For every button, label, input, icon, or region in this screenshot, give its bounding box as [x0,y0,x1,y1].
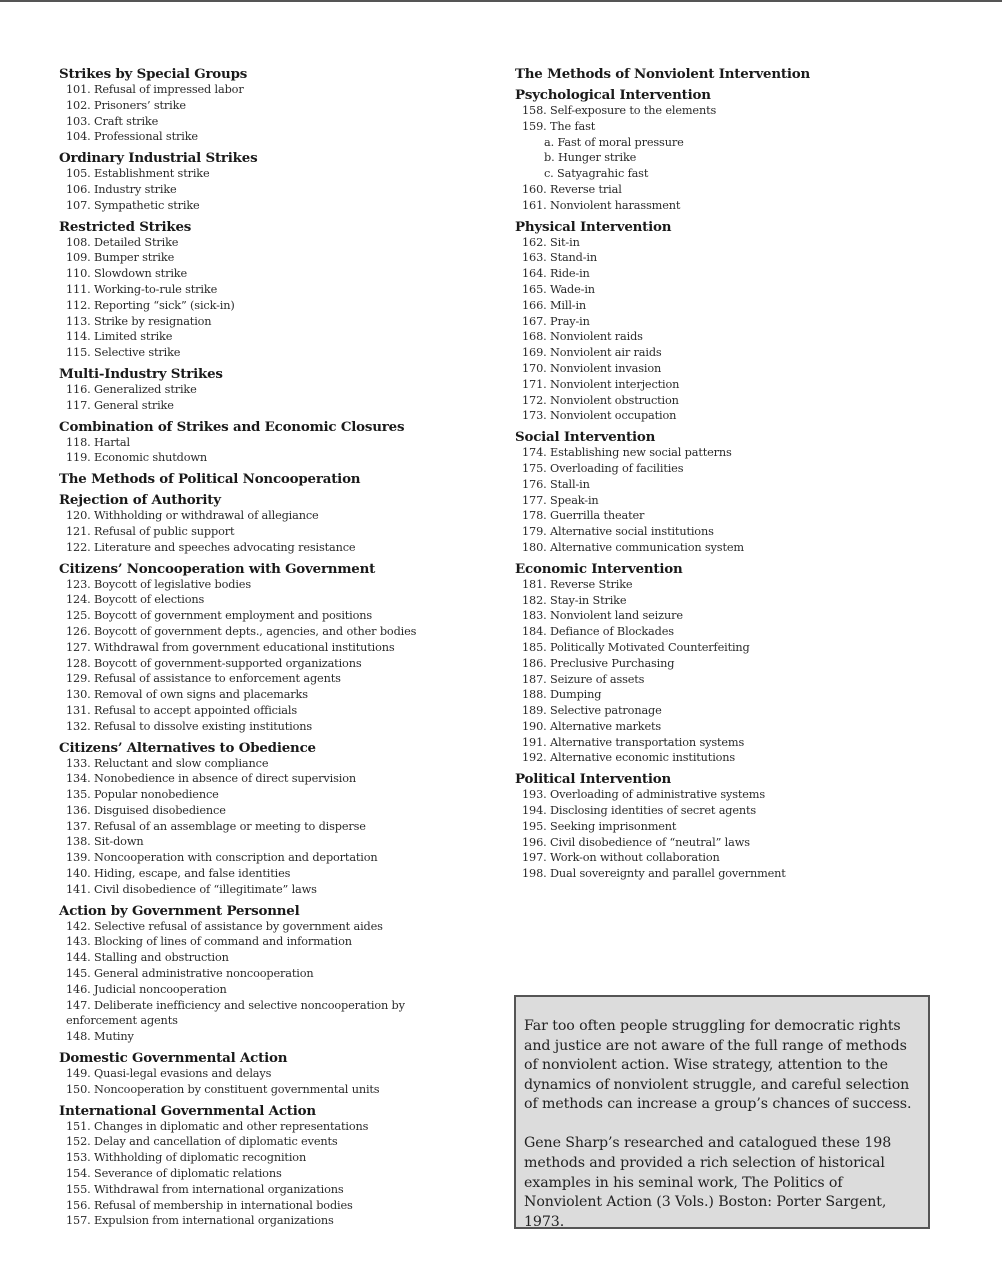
section-heading: Physical Intervention [515,218,672,235]
method-item: 174. Establishing new social patterns [522,446,732,460]
method-item: 141. Civil disobedience of “illegitimate” laws [66,882,317,896]
section-heading: Economic Intervention [515,560,683,577]
method-item: 115. Selective strike [66,346,181,360]
method-item: 134. Nonobedience in absence of direct supervision [66,772,356,786]
section-right-column-4 [515,561,945,767]
method-item: 112. Reporting “sick” (sick-in) [66,298,235,312]
left-column [59,66,499,1229]
method-item: 125. Boycott of government employment and positions [66,609,373,623]
section-heading: Social Intervention [515,429,656,446]
method-item: 166. Mill-in [522,298,587,312]
info-box [514,995,930,1229]
method-item: 117. General strike [66,398,174,412]
method-item: 189. Selective patronage [522,704,662,718]
method-item: 183. Nonviolent land seizure [522,609,683,623]
method-item: 191. Alternative transportation systems [522,735,745,749]
method-item: 198. Dual sovereignty and parallel government [522,867,786,881]
section-left-column-1 [59,150,499,213]
section-heading: Rejection of Authority [59,492,221,509]
section-left-column-5 [59,471,499,487]
method-item: 106. Industry strike [66,182,177,196]
info-paragraph-1: Far too often people struggling for democratic rights and justice are not aware of the full range of methods of nonviolent action. Wise strategy, attention to the dynamics of nonviolent struggle, and careful selection of methods can increase a group’s chances of success. [524,1018,912,1113]
method-item: 116. Generalized strike [66,382,197,396]
method-item: 169. Nonviolent air raids [522,346,662,360]
method-item: 121. Refusal of public support [66,524,235,538]
method-item: 153. Withholding of diplomatic recognition [66,1151,307,1165]
method-item: 175. Overloading of facilities [522,461,684,475]
method-item: 192. Alternative economic institutions [522,751,736,765]
method-item: 135. Popular nonobedience [66,788,219,802]
section-right-column-2 [515,219,945,425]
section-left-column-9 [59,903,499,1045]
method-item: 147. Deliberate inefficiency and selective noncooperation by enforcement agents [66,998,405,1028]
section-left-column-0 [59,66,499,145]
method-item: 156. Refusal of membership in international bodies [66,1198,353,1212]
method-item: 181. Reverse Strike [522,577,633,591]
method-item: 151. Changes in diplomatic and other representations [66,1119,369,1133]
method-item: 119. Economic shutdown [66,451,208,465]
section-right-column-0 [515,66,945,82]
section-heading: Domestic Governmental Action [59,1050,288,1067]
section-left-column-4 [59,419,499,467]
method-item: 150. Noncooperation by constituent governmental units [66,1082,380,1096]
section-heading: Combination of Strikes and Economic Closures [59,418,405,435]
method-item: 182. Stay-in Strike [522,593,627,607]
method-item: 165. Wade-in [522,282,595,296]
method-item: 129. Refusal of assistance to enforcement agents [66,672,341,686]
method-item: 146. Judicial noncooperation [66,982,227,996]
method-item: 140. Hiding, escape, and false identities [66,867,291,881]
section-right-column-3 [515,429,945,556]
section-left-column-3 [59,366,499,414]
method-item: 122. Literature and speeches advocating resistance [66,540,356,554]
section-left-column-2 [59,219,499,361]
method-item: 170. Nonviolent invasion [522,361,662,375]
method-item: 190. Alternative markets [522,719,662,733]
method-item: 132. Refusal to dissolve existing institutions [66,719,313,733]
method-item: 193. Overloading of administrative systems [522,788,766,802]
method-item: 128. Boycott of government-supported organizations [66,656,362,670]
method-item: 102. Prisoners’ strike [66,98,186,112]
method-item: 103. Craft strike [66,114,159,128]
method-item: 130. Removal of own signs and placemarks [66,688,308,702]
section-heading: Restricted Strikes [59,218,192,235]
method-item: 178. Guerrilla theater [522,509,645,523]
method-item: 187. Seizure of assets [522,672,645,686]
section-heading: Citizens’ Noncooperation with Government [59,560,376,577]
method-item: 105. Establishment strike [66,167,210,181]
method-item: 158. Self-exposure to the elements [522,104,717,117]
method-item: 145. General administrative noncooperation [66,967,314,981]
method-item: 171. Nonviolent interjection [522,377,680,391]
section-left-column-7 [59,561,499,735]
method-item: 123. Boycott of legislative bodies [66,577,251,591]
method-item: 180. Alternative communication system [522,540,744,554]
method-item: 152. Delay and cancellation of diplomatic events [66,1135,338,1149]
method-item: 197. Work-on without collaboration [522,851,720,865]
method-item: 155. Withdrawal from international organizations [66,1182,344,1196]
method-item: 143. Blocking of lines of command and information [66,935,352,949]
method-item: 148. Mutiny [66,1030,134,1044]
method-item: 163. Stand-in [522,251,598,265]
method-item: 173. Nonviolent occupation [522,409,677,423]
method-item: 168. Nonviolent raids [522,330,643,344]
section-heading: International Governmental Action [59,1102,316,1119]
method-item: 196. Civil disobedience of “neutral” laws [522,835,750,849]
method-item: 113. Strike by resignation [66,314,212,328]
method-item: 164. Ride-in [522,267,590,281]
method-item: 108. Detailed Strike [66,235,179,249]
method-item: 111. Working-to-rule strike [66,282,218,296]
method-item: c. Satyagrahic fast [544,167,649,181]
method-item: 101. Refusal of impressed labor [66,83,244,96]
method-item: 114. Limited strike [66,330,173,344]
method-item: b. Hunger strike [544,151,637,165]
section-heading: Ordinary Industrial Strikes [59,150,258,167]
section-left-column-11 [59,1103,499,1230]
section-right-column-1 [515,87,945,214]
method-item: 176. Stall-in [522,477,590,491]
right-column [515,66,945,882]
method-item: 107. Sympathetic strike [66,198,200,212]
method-item: 126. Boycott of government depts., agencies, and other bodies [66,624,417,638]
method-item: 186. Preclusive Purchasing [522,656,675,670]
method-item: 104. Professional strike [66,130,198,144]
method-item: 157. Expulsion from international organizations [66,1214,334,1228]
info-paragraph-2: Gene Sharp’s researched and catalogued these 198 methods and provided a rich selection of historical examples in his seminal work, The Politics of Nonviolent Action (3 Vols.) Boston: Porter Sargent, 1973. [524,1135,892,1230]
method-item: 185. Politically Motivated Counterfeiting [522,640,750,654]
method-item: 109. Bumper strike [66,251,175,265]
method-item: 136. Disguised disobedience [66,803,226,817]
method-item: 194. Disclosing identities of secret agents [522,804,757,818]
method-item: 177. Speak-in [522,493,599,507]
method-item: 110. Slowdown strike [66,267,188,281]
method-item: 184. Defiance of Blockades [522,625,674,639]
method-item: 120. Withholding or withdrawal of allegiance [66,509,319,523]
method-item: 118. Hartal [66,435,130,449]
top-border [0,0,1002,2]
method-item: 142. Selective refusal of assistance by government aides [66,919,383,933]
section-left-column-10 [59,1050,499,1098]
method-item: 172. Nonviolent obstruction [522,393,679,407]
method-item: a. Fast of moral pressure [544,135,684,149]
method-item: 139. Noncooperation with conscription and deportation [66,851,378,865]
method-item: 195. Seeking imprisonment [522,819,677,833]
section-heading: Multi-Industry Strikes [59,365,223,382]
method-item: 124. Boycott of elections [66,593,205,607]
section-left-column-8 [59,740,499,898]
method-item: 138. Sit-down [66,835,144,849]
method-item: 127. Withdrawal from government educational institutions [66,640,395,654]
method-item: 162. Sit-in [522,235,580,249]
section-heading: Action by Government Personnel [59,902,300,919]
method-item: 159. The fast [522,119,596,133]
method-item: 160. Reverse trial [522,182,622,196]
method-item: 188. Dumping [522,688,602,702]
method-item: 149. Quasi-legal evasions and delays [66,1067,272,1081]
method-item: 144. Stalling and obstruction [66,951,229,965]
method-item: 137. Refusal of an assemblage or meeting to disperse [66,819,366,833]
method-item: 167. Pray-in [522,314,590,328]
major-heading: The Methods of Nonviolent Intervention [515,66,811,82]
section-left-column-6 [59,492,499,555]
section-heading: Political Intervention [515,771,671,788]
method-item: 161. Nonviolent harassment [522,198,681,212]
method-item: 131. Refusal to accept appointed officials [66,703,297,717]
section-heading: Psychological Intervention [515,87,711,103]
major-heading: The Methods of Political Noncooperation [59,471,361,488]
section-heading: Citizens’ Alternatives to Obedience [59,739,316,756]
method-item: 154. Severance of diplomatic relations [66,1167,282,1181]
method-item: 133. Reluctant and slow compliance [66,756,269,770]
section-heading: Strikes by Special Groups [59,66,248,82]
section-right-column-5 [515,771,945,882]
method-item: 179. Alternative social institutions [522,525,714,539]
